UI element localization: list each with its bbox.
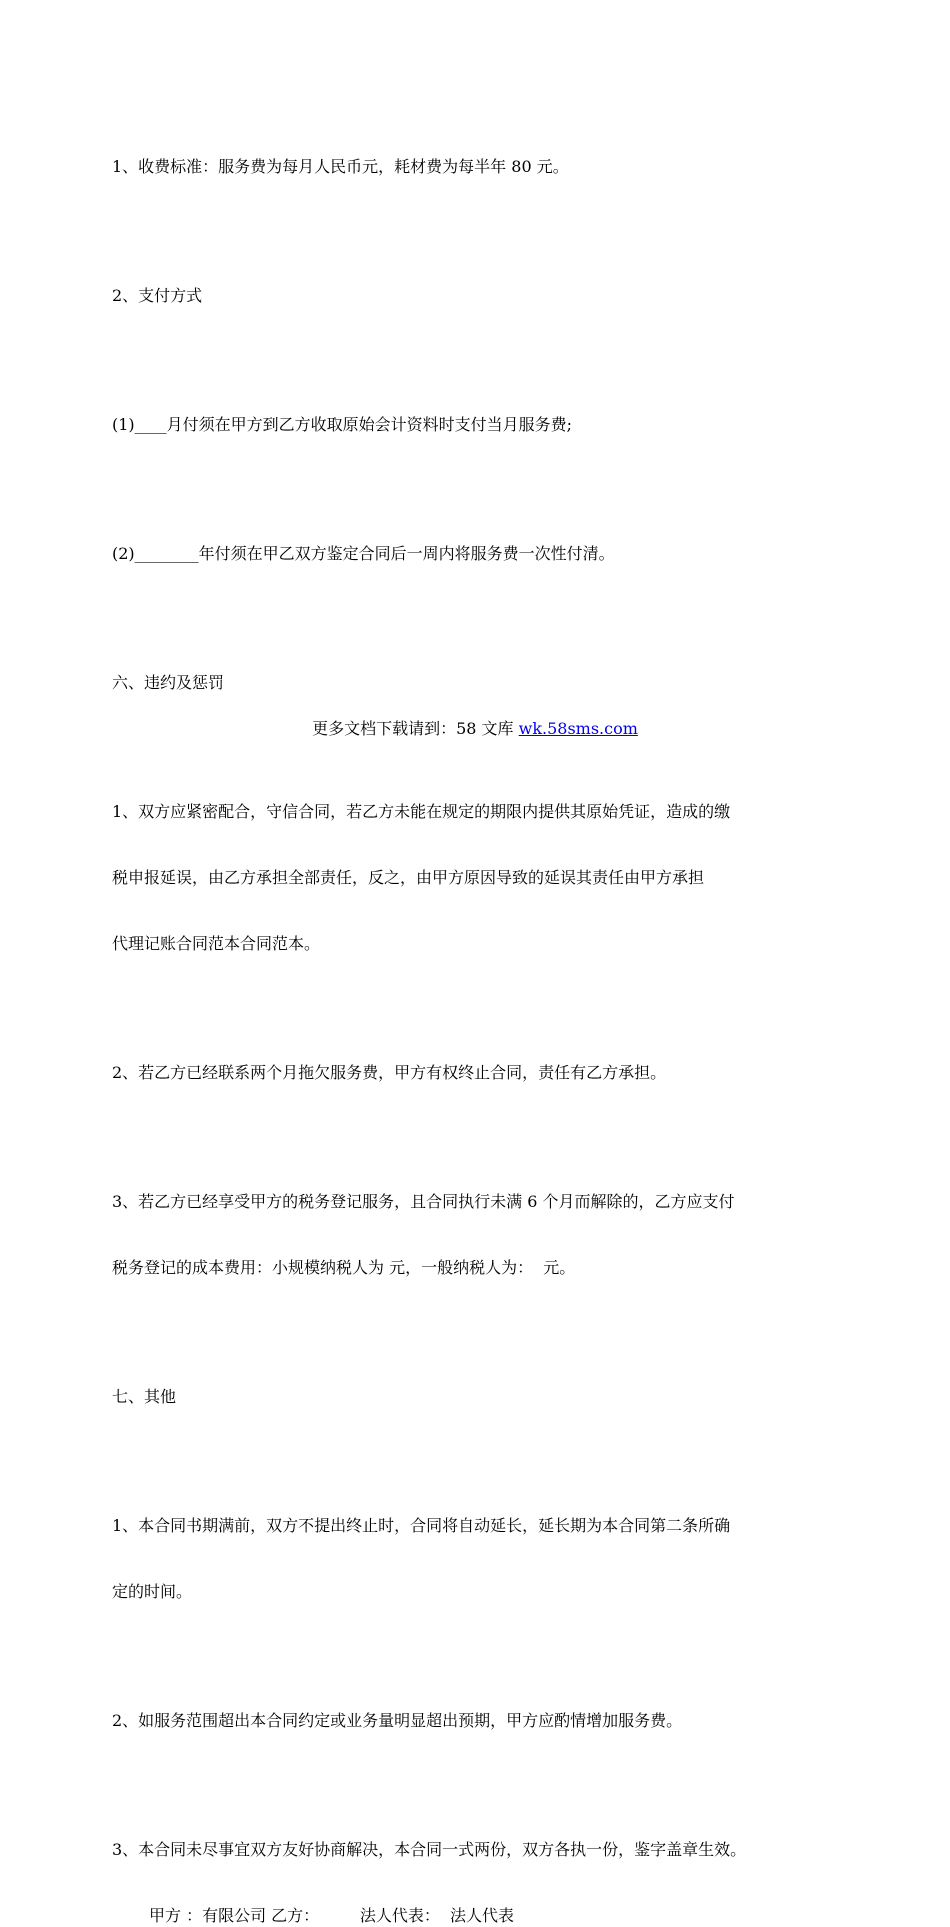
text-line: 定的时间。 — [112, 1582, 193, 1601]
text-line: 代理记账合同范本合同范本。 — [112, 934, 321, 953]
text-line: 1、收费标准：服务费为每月人民币元，耗材费为每半年 80 元。 — [112, 157, 569, 176]
paragraph-fee-standard — [112, 112, 842, 222]
footer-prefix: 更多文档下载请到：58 文库 — [312, 719, 519, 738]
paragraph-payment-yearly — [112, 499, 842, 609]
text-line: 2、支付方式 — [112, 286, 203, 305]
text-line: (2)________年付须在甲乙双方鉴定合同后一周内将服务费一次性付清。 — [112, 544, 615, 563]
signature-line: 甲方 ：有限公司 乙方： 法人代表： 法人代表 — [149, 1906, 515, 1925]
paragraph-breach-2 — [112, 1018, 842, 1128]
text-line: 六、违约及惩罚 — [112, 673, 225, 692]
paragraph-other-2 — [112, 1666, 842, 1776]
text-line: 3、本合同未尽事宜双方友好协商解决，本合同一式两份，双方各执一份，鉴字盖章生效。 — [112, 1840, 747, 1859]
text-line: 税申报延误，由乙方承担全部责任，反之，由甲方原因导致的延误其责任由甲方承担 — [112, 868, 705, 887]
document-body — [112, 112, 842, 1927]
text-line: 2、如服务范围超出本合同约定或业务量明显超出预期，甲方应酌情增加服务费。 — [112, 1711, 683, 1730]
text-line: (1)____月付须在甲方到乙方收取原始会计资料时支付当月服务费; — [112, 415, 573, 434]
download-footer — [0, 718, 950, 740]
text-line: 七、其他 — [112, 1387, 177, 1406]
paragraph-breach-1 — [112, 757, 842, 999]
paragraph-other-3 — [112, 1795, 842, 1905]
text-line: 2、若乙方已经联系两个月拖欠服务费，甲方有权终止合同，责任有乙方承担。 — [112, 1063, 667, 1082]
paragraph-other-1 — [112, 1471, 842, 1647]
text-line: 税务登记的成本费用：小规模纳税人为 元，一般纳税人为： 元。 — [112, 1258, 576, 1277]
paragraph-breach-3 — [112, 1147, 842, 1323]
heading-section-seven — [112, 1342, 842, 1452]
footer-link[interactable]: wk.58sms.com — [518, 719, 638, 738]
paragraph-payment-monthly — [112, 370, 842, 480]
text-line: 3、若乙方已经享受甲方的税务登记服务，且合同执行未满 6 个月而解除的，乙方应支付 — [112, 1192, 735, 1211]
text-line: 1、双方应紧密配合，守信合同，若乙方未能在规定的期限内提供其原始凭证，造成的缴 — [112, 802, 731, 821]
text-line: 1、本合同书期满前，双方不提出终止时，合同将自动延长，延长期为本合同第二条所确 — [112, 1516, 731, 1535]
paragraph-payment-method — [112, 241, 842, 351]
